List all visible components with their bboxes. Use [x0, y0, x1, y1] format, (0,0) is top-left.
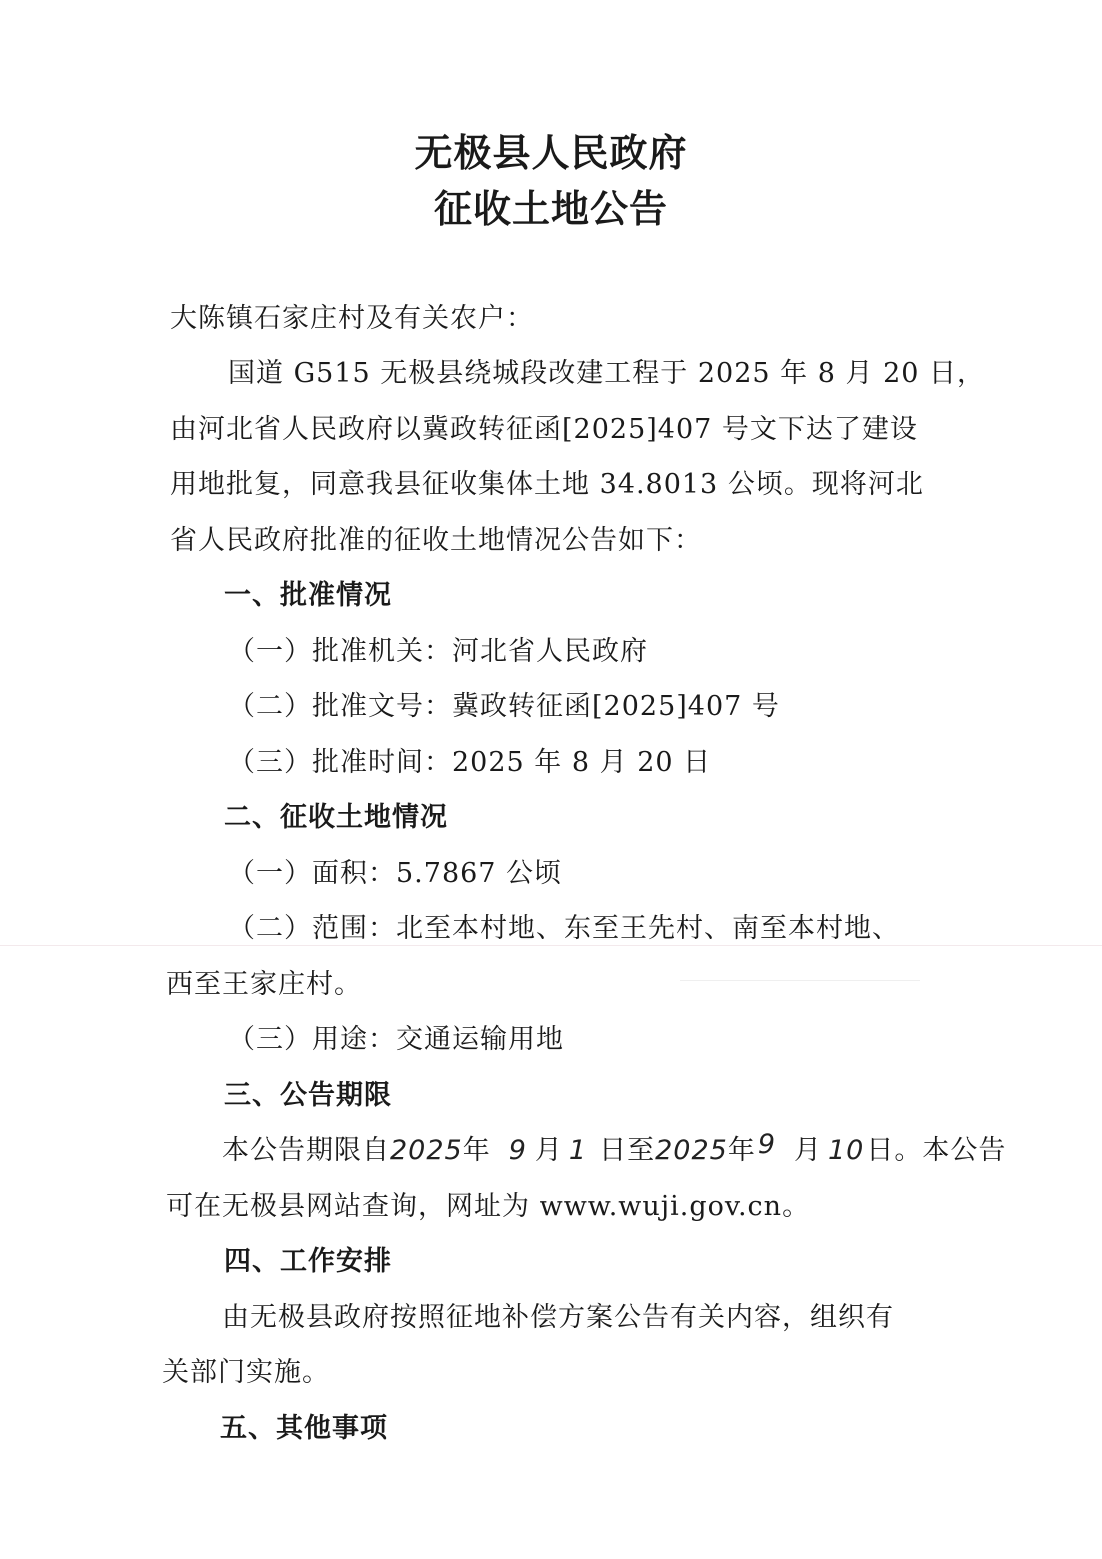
section-2-item-2: （二）范围：北至本村地、东至王先村、南至本村地、 [228, 913, 900, 944]
month-char: 月 [534, 1135, 563, 1166]
handwritten-month-start: 9 [508, 1135, 527, 1166]
section-1-heading: 一、批准情况 [224, 580, 392, 611]
title-line-2: 征收土地公告 [433, 186, 668, 231]
title-line-1: 无极县人民政府 [414, 130, 688, 175]
section-2-item-1: （一）面积：5.7867 公顷 [228, 858, 563, 889]
section-1-item-3: （三）批准时间：2025 年 8 月 20 日 [228, 747, 712, 778]
month-char-2: 月 [794, 1135, 822, 1166]
section-3-heading: 三、公告期限 [224, 1080, 392, 1111]
handwritten-year-start: 2025 [390, 1135, 463, 1166]
intro-line-2: 由河北省人民政府以冀政转征函[2025]407 号文下达了建设 [170, 414, 918, 445]
scan-mark [680, 980, 920, 981]
year-char-2: 年 [727, 1135, 756, 1166]
handwritten-month-end: 9 [757, 1129, 776, 1160]
section-2-item-2-cont: 西至王家庄村。 [166, 969, 362, 1000]
section-3-line-1 [222, 1129, 1007, 1168]
section-4-line-1: 由无极县政府按照征地补偿方案公告有关内容，组织有 [222, 1302, 894, 1333]
handwritten-year-end: 2025 [655, 1135, 728, 1166]
section-2-heading: 二、征收土地情况 [224, 802, 448, 833]
section-3-line-2: 可在无极县网站查询，网址为 www.wuji.gov.cn。 [166, 1191, 811, 1222]
section-1-item-2: （二）批准文号：冀政转征函[2025]407 号 [228, 691, 780, 722]
year-char: 年 [462, 1135, 491, 1166]
addressee: 大陈镇石家庄村及有关农户： [170, 303, 534, 334]
section-4-heading: 四、工作安排 [224, 1246, 392, 1277]
section-1-item-1: （一）批准机关：河北省人民政府 [228, 636, 648, 667]
section-5-heading: 五、其他事项 [220, 1413, 388, 1444]
intro-line-1: 国道 G515 无极县绕城段改建工程于 2025 年 8 月 20 日， [228, 358, 986, 389]
period-suffix: 日。本公告 [866, 1135, 1007, 1166]
intro-line-3: 用地批复，同意我县征收集体土地 34.8013 公顷。现将河北 [170, 469, 924, 500]
day-to-char: 日至 [599, 1135, 656, 1166]
intro-line-4: 省人民政府批准的征收土地情况公告如下： [170, 525, 702, 556]
handwritten-day-start: 1 [568, 1135, 588, 1166]
scan-fold-line [0, 945, 1102, 946]
handwritten-day-end: 10 [828, 1135, 865, 1166]
section-2-item-3: （三）用途：交通运输用地 [228, 1024, 564, 1055]
section-4-line-2: 关部门实施。 [162, 1357, 330, 1388]
period-prefix: 本公告期限自 [222, 1135, 390, 1166]
